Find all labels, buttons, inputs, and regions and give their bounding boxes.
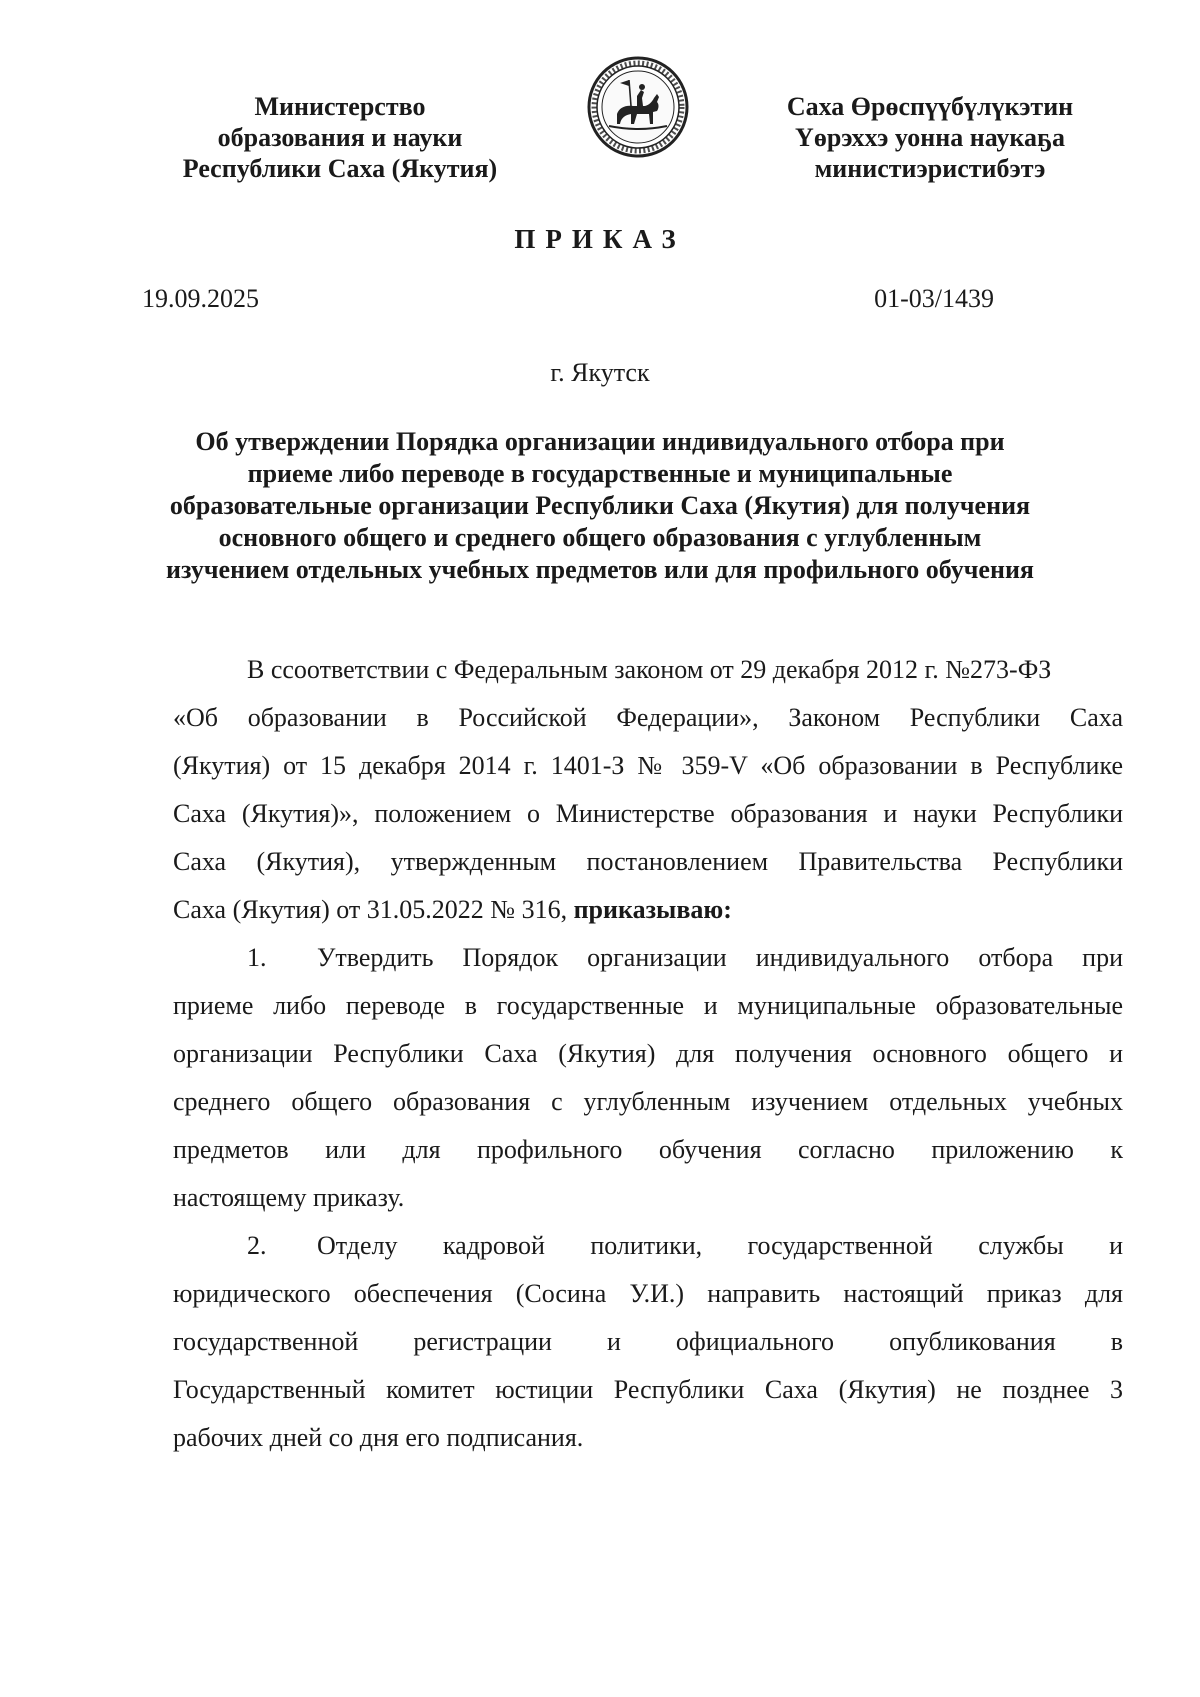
subject-line: Об утверждении Порядка организации индивидуального отбора при xyxy=(195,427,1005,456)
ministry-name-yakut xyxy=(740,91,1120,184)
item-number: 1. xyxy=(247,943,267,972)
item-number: 2. xyxy=(247,1231,267,1260)
paragraph-line: юридического обеспечения (Сосина У.И.) направить настоящий приказ для xyxy=(173,1279,1123,1308)
paragraph-line: настоящему приказу. xyxy=(173,1183,405,1212)
paragraph-line: рабочих дней со дня его подписания. xyxy=(173,1423,584,1452)
order-item-2 xyxy=(173,1222,1123,1462)
ministry-name-line: министиэристибэтэ xyxy=(814,154,1046,183)
document-type-title: ПРИКАЗ xyxy=(514,224,686,254)
item-first-line-text: Утвердить Порядок организации индивидуального отбора при xyxy=(317,943,1123,972)
preamble-paragraph xyxy=(173,646,1123,934)
paragraph-line: «Об образовании в Российской Федерации», Законом Республики Саха xyxy=(173,703,1123,732)
item-first-line xyxy=(173,934,1123,982)
coat-of-arms-emblem-icon xyxy=(587,56,689,158)
ministry-name-russian xyxy=(140,91,540,184)
paragraph-line: (Якутия) от 15 декабря 2014 г. 1401-З № 359-V «Об образовании в Республике xyxy=(173,751,1123,780)
item-first-line xyxy=(173,1222,1123,1270)
paragraph-line-text: Саха (Якутия) от 31.05.2022 № 316, xyxy=(173,895,568,924)
subject-line: изучением отдельных учебных предметов или для профильного обучения xyxy=(165,555,1035,584)
paragraph-line: Саха (Якутия), утвержденным постановлением Правительства Республики xyxy=(173,847,1123,876)
document-city: г. Якутск xyxy=(550,358,650,387)
ministry-name-line: Министерство xyxy=(254,92,426,121)
document-date: 19.09.2025 xyxy=(142,284,259,313)
paragraph-line: государственной регистрации и официального опубликования в xyxy=(173,1327,1123,1356)
subject-line: приеме либо переводе в государственные и муниципальные xyxy=(247,459,953,488)
ministry-name-line: Үөрэххэ уонна наукаҕа xyxy=(795,123,1065,152)
ministry-name-line: образования и науки xyxy=(217,123,463,152)
paragraph-line: среднего общего образования с углубленным изучением отдельных учебных xyxy=(173,1087,1123,1116)
paragraph-line: Саха (Якутия)», положением о Министерстве образования и науки Республики xyxy=(173,799,1123,828)
paragraph-line: организации Республики Саха (Якутия) для получения основного общего и xyxy=(173,1039,1123,1068)
paragraph-line xyxy=(173,886,1123,934)
subject-line: образовательные организации Республики Саха (Якутия) для получения xyxy=(169,491,1031,520)
order-item-1 xyxy=(173,934,1123,1222)
ministry-name-line: Республики Саха (Якутия) xyxy=(182,154,498,183)
document-number: 01-03/1439 xyxy=(874,284,994,313)
document-subject xyxy=(100,426,1100,586)
item-first-line-text: Отделу кадровой политики, государственной службы и xyxy=(317,1231,1123,1260)
ministry-name-line: Саха Өрөспүүбүлүкэтин xyxy=(786,92,1074,121)
paragraph-line: приеме либо переводе в государственные и муниципальные образовательные xyxy=(173,991,1123,1020)
paragraph-line: В ссоответствии с Федеральным законом от 29 декабря 2012 г. №273-ФЗ xyxy=(247,655,1052,684)
subject-line: основного общего и среднего общего образования с углубленным xyxy=(218,523,982,552)
order-word: приказываю: xyxy=(573,895,732,924)
paragraph-line: предметов или для профильного обучения согласно приложению к xyxy=(173,1135,1123,1164)
paragraph-line: Государственный комитет юстиции Республики Саха (Якутия) не позднее 3 xyxy=(173,1375,1123,1404)
